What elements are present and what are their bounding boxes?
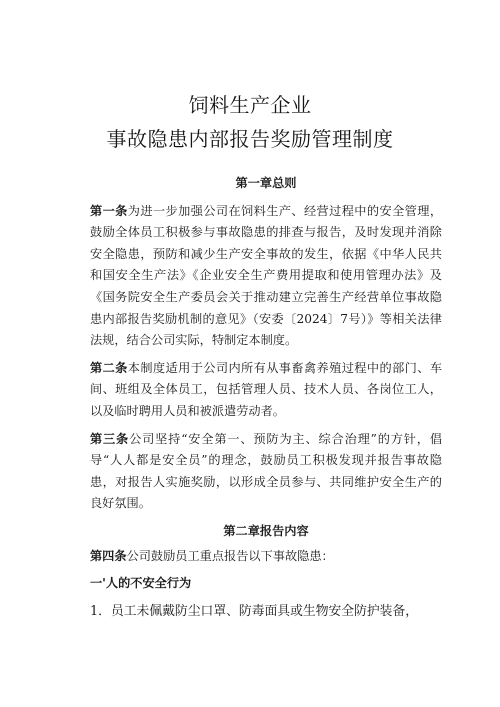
article-3 bbox=[90, 429, 442, 515]
article-1-lead: 第一条 bbox=[90, 203, 128, 218]
title-line-2: 事故隐患内部报告奖励管理制度 bbox=[106, 127, 394, 151]
article-3-text: 公司坚持“安全第一、预防为主、综合治理”的方针，倡导“人人都是安全员”的理念，鼓励员工积极发现并报告事故隐患，对报告人实施奖励，以形成全员参与、共同维护安全生产的良好氛围。 bbox=[90, 431, 443, 511]
article-4 bbox=[90, 546, 442, 568]
article-2-text: 本制度适用于公司内所有从事畜禽养殖过程中的部门、车间、班组及全体员工，包括管理人员、技术人员、各岗位工人，以及临时聘用人员和被派遣劳动者。 bbox=[90, 360, 443, 418]
document-body bbox=[90, 173, 442, 622]
article-3-lead: 第三条 bbox=[90, 431, 130, 446]
article-4-lead: 第四条 bbox=[90, 548, 127, 563]
chapter-1-heading: 第一章总则 bbox=[235, 176, 297, 190]
list-item-1: 1．员工未佩戴防尘口罩、防毒面具或生物安全防护装备， bbox=[90, 603, 419, 619]
article-2 bbox=[90, 358, 442, 423]
document-title bbox=[0, 88, 500, 156]
article-1 bbox=[90, 201, 442, 352]
article-2-lead: 第二条 bbox=[90, 360, 128, 375]
article-4-text: 公司鼓励员工重点报告以下事故隐患： bbox=[126, 548, 334, 563]
title-line-1: 饲料生产企业 bbox=[188, 93, 312, 117]
subheading-unsafe-behavior: 一'人的不安全行为 bbox=[90, 576, 192, 591]
chapter-2-heading: 第二章报告内容 bbox=[223, 523, 309, 538]
article-1-text: 为进一步加强公司在饲料生产、经营过程中的安全管理，鼓励全体员工积极参与事故隐患的排查与报告，及时发现并消除安全隐患，预防和减少生产安全事故的发生，依据《中华人民共和国安全生产法》《企业安全生产费用提取和使用管理办法》及《国务院安全生产委员会关于推动建立完善生产经营单位事故隐患内部报告奖励机制的意见》（安委〔2024〕7号）》等相关法律法规，结合公司实际，特制定本制度。 bbox=[90, 203, 443, 348]
